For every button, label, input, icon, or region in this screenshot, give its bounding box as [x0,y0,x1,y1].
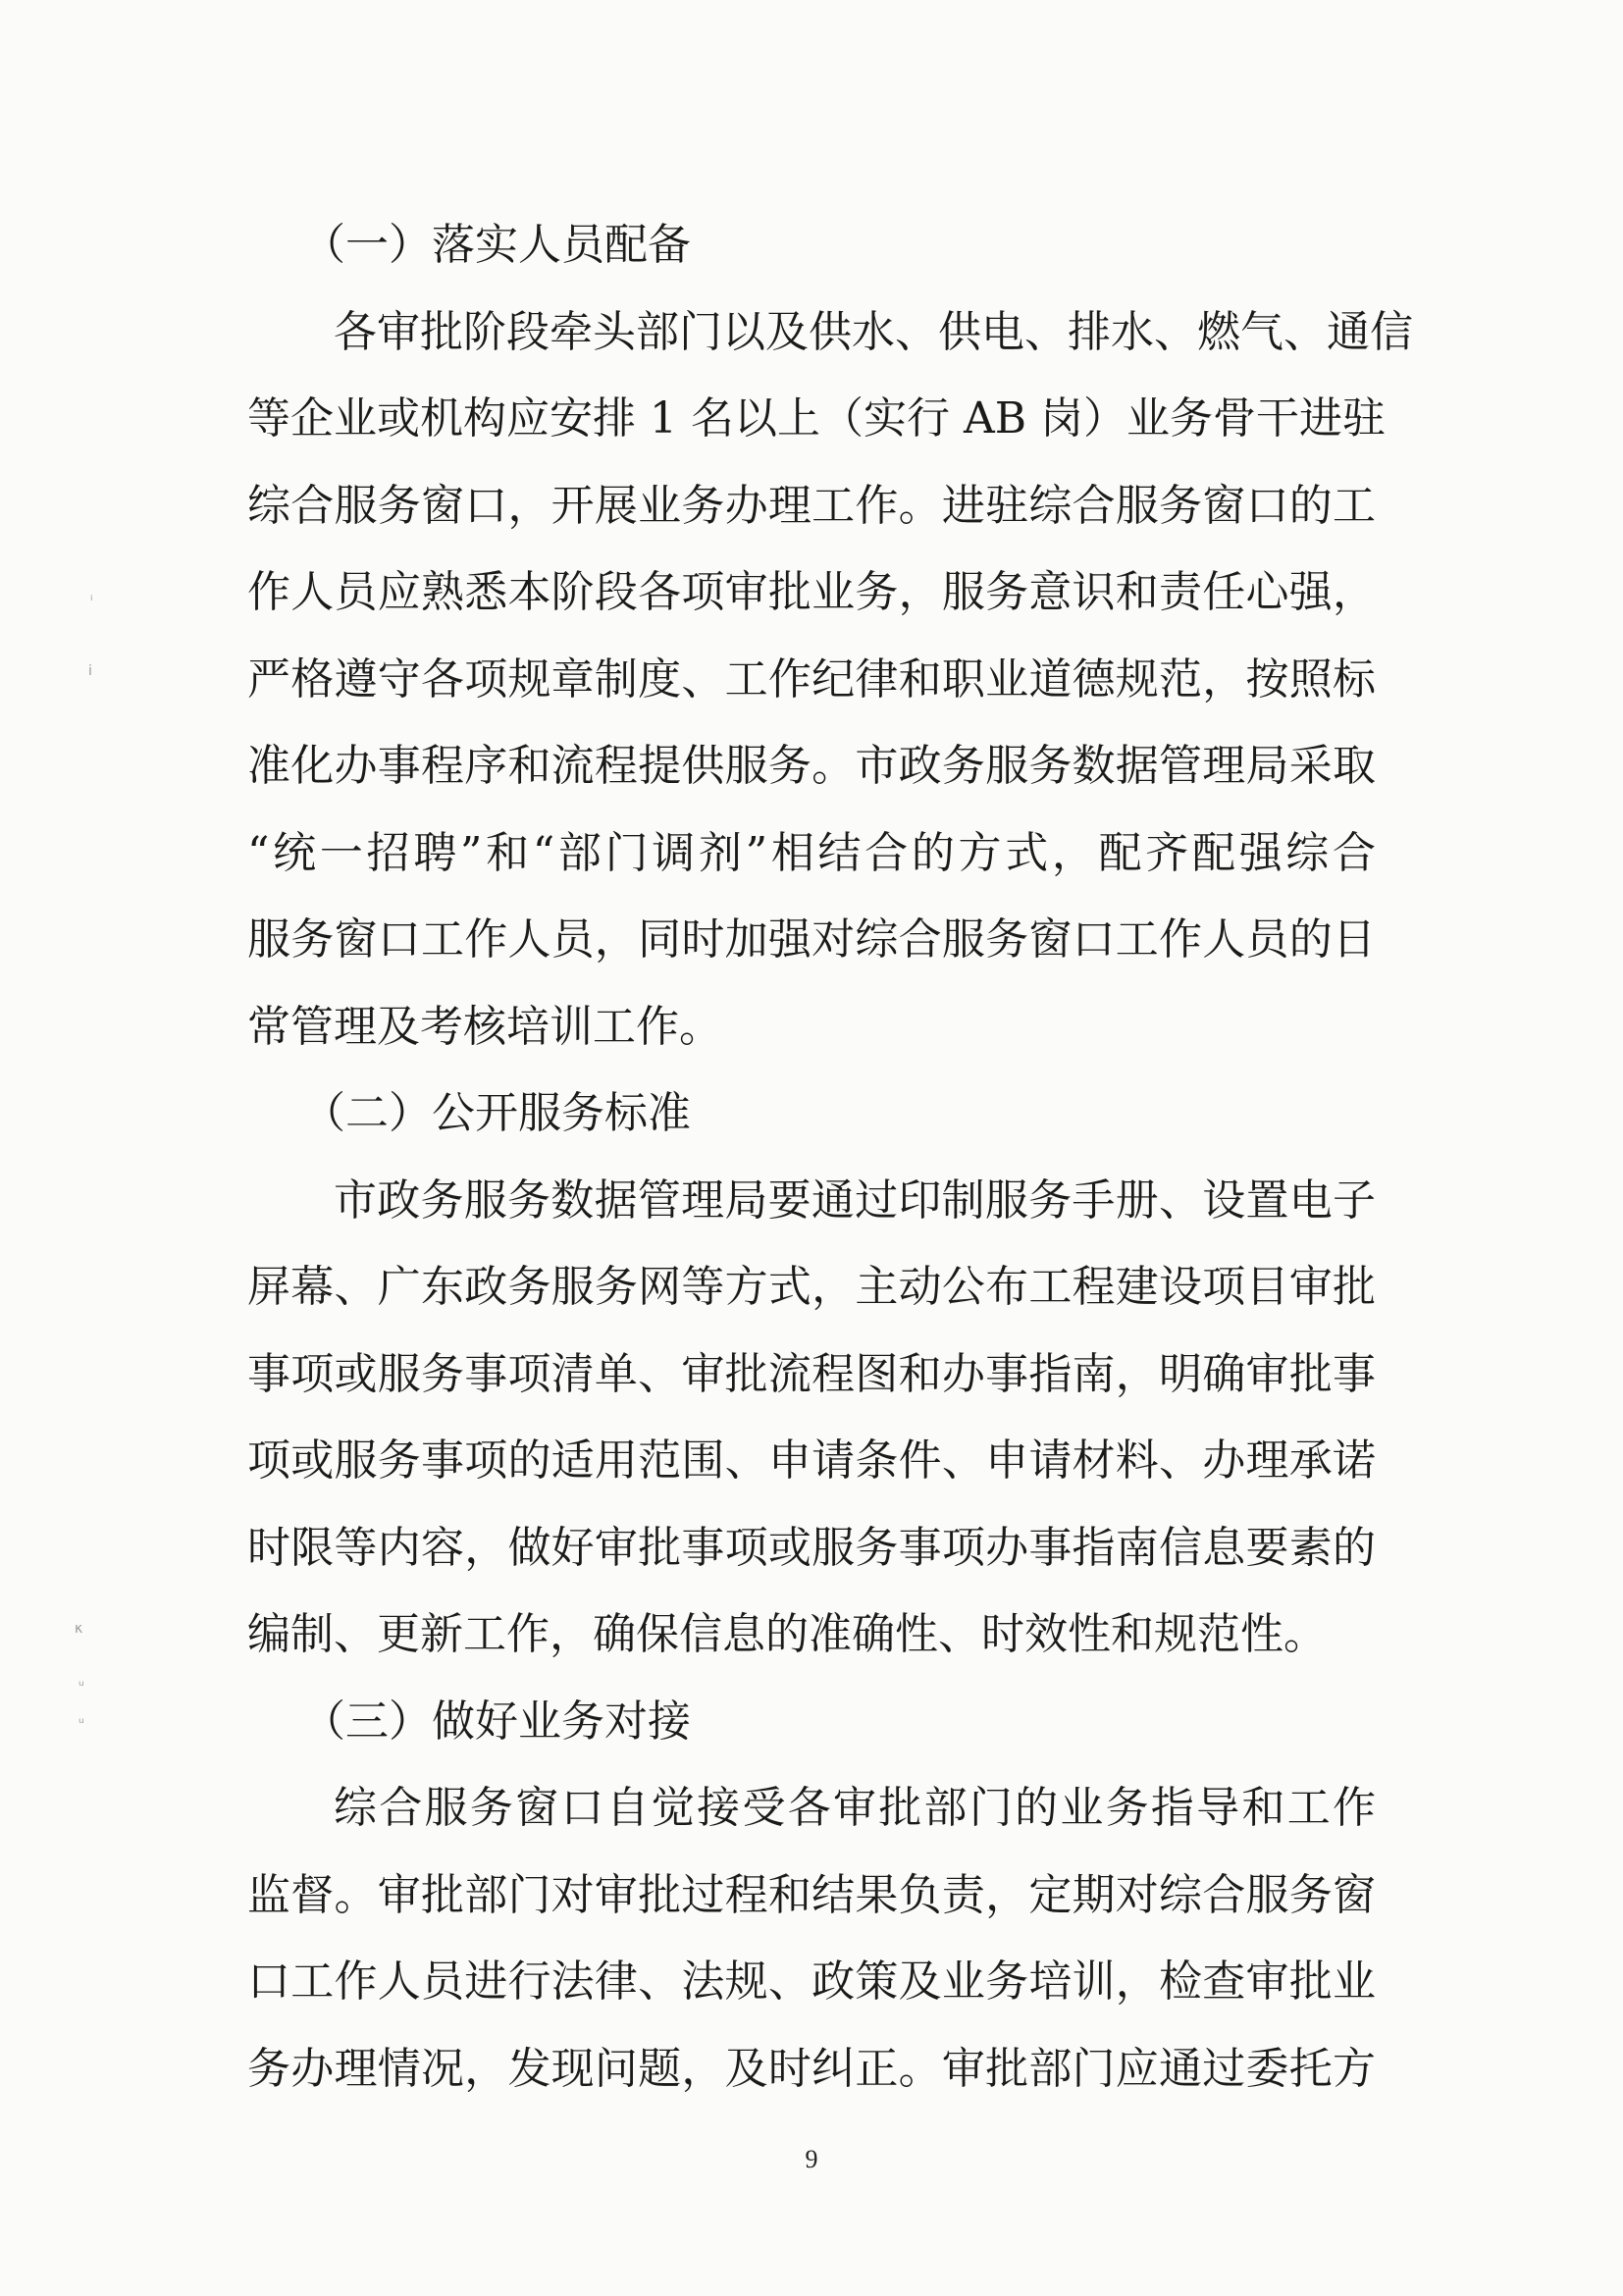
paragraph-line: 事项或服务事项清单、审批流程图和办事指南，明确审批事 [247,1348,1376,1399]
paragraph-line: 综合服务窗口，开展业务办理工作。进驻综合服务窗口的工 [247,480,1376,531]
scan-mark: κ [75,1621,83,1637]
paragraph-line: 各审批阶段牵头部门以及供水、供电、排水、燃气、通信 [334,306,1413,357]
paragraph-line: 口工作人员进行法律、法规、政策及业务培训，检查审批业 [247,1957,1376,2007]
paragraph-line: 务办理情况，发现问题，及时纠正。审批部门应通过委托方 [247,2043,1376,2094]
paragraph-line: 等企业或机构应安排 1 名以上（实行 AB 岗）业务骨干进驻 [247,393,1387,444]
paragraph-line: 严格遵守各项规章制度、工作纪律和职业道德规范，按照标 [247,653,1376,704]
scan-mark: ᵢ [90,589,93,604]
paragraph-line: 项或服务事项的适用范围、申请条件、申请材料、办理承诺 [247,1435,1376,1486]
paragraph-line-last: 常管理及考核培训工作。 [247,1001,722,1052]
paragraph-line: 作人员应熟悉本阶段各项审批业务，服务意识和责任心强， [247,567,1376,617]
scan-mark: ⅰ [88,663,92,679]
section-heading-1: （一）落实人员配备 [302,220,691,270]
paragraph-line: 监督。审批部门对审批过程和结果负责，定期对综合服务窗 [247,1869,1376,1920]
scan-mark: ᵤ [79,1674,84,1690]
page-number: 9 [805,2145,818,2173]
paragraph-line: 时限等内容，做好审批事项或服务事项办事指南信息要素的 [247,1522,1376,1573]
paragraph-line: 准化办事程序和流程提供服务。市政务服务数据管理局采取 [247,741,1376,791]
section-heading-3: （三）做好业务对接 [302,1696,691,1747]
paragraph-line: 市政务服务数据管理局要通过印制服务手册、设置电子 [334,1174,1376,1226]
paragraph-line: 服务窗口工作人员，同时加强对综合服务窗口工作人员的日 [247,914,1376,965]
paragraph-line-last: 编制、更新工作，确保信息的准确性、时效性和规范性。 [247,1609,1327,1659]
document-body [247,202,1413,2113]
scan-mark: ᵤ [79,1711,84,1727]
paragraph-line: 综合服务窗口自觉接受各审批部门的业务指导和工作 [334,1783,1376,1833]
paragraph-line: 屏幕、广东政务服务网等方式，主动公布工程建设项目审批 [247,1262,1376,1312]
paragraph-line: “统一招聘”和“部门调剂”相结合的方式，配齐配强综合 [247,827,1376,878]
section-heading-2: （二）公开服务标准 [302,1088,691,1138]
